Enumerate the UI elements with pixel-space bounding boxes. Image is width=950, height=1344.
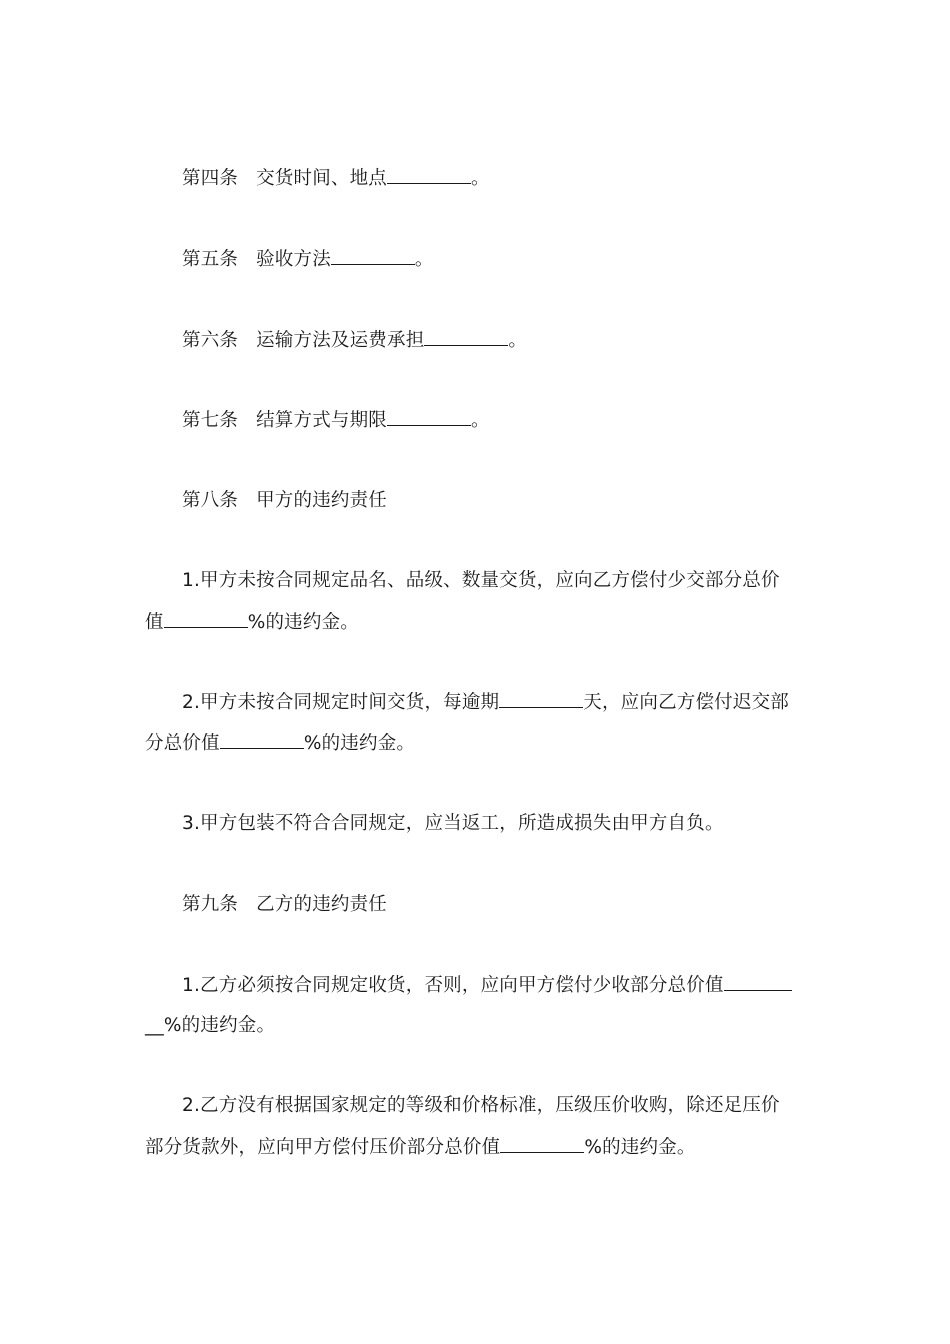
clause-text: 2.乙方没有根据国家规定的等级和价格标准，压级压价收购，除还足压价 — [182, 1095, 780, 1116]
clause-text: 1.乙方必须按合同规定收货，否则，应向甲方偿付少收部分总价值 — [182, 975, 724, 996]
blank-field — [387, 410, 471, 426]
article-7 — [182, 410, 862, 431]
article-6-number: 第六条 — [182, 330, 239, 351]
article-9-heading — [182, 895, 862, 915]
blank-field — [331, 249, 415, 265]
clause-text: 2.甲方未按合同规定时间交货，每逾期 — [182, 692, 500, 713]
blank-field — [499, 692, 583, 708]
article-6-title: 运输方法及运费承担 — [256, 330, 425, 351]
clause-text: %的违约金。 — [303, 733, 416, 754]
clause-9-1-line-1 — [182, 975, 862, 996]
clause-text: 1.甲方未按合同规定品名、品级、数量交货，应向乙方偿付少交部分总价 — [182, 570, 780, 591]
blank-field — [220, 733, 304, 749]
article-5-end: 。 — [414, 249, 434, 270]
clause-9-2-line-1 — [182, 1096, 862, 1116]
clause-8-3-line-1 — [182, 814, 862, 834]
clause-8-1-line-2 — [145, 612, 825, 633]
clause-text: %的违约金。 — [584, 1137, 696, 1158]
clause-8-2-line-2 — [145, 733, 825, 754]
blank-field — [387, 168, 471, 184]
article-7-end: 。 — [471, 410, 490, 431]
clause-text: %的违约金。 — [163, 1015, 276, 1036]
article-6-end: 。 — [508, 330, 528, 351]
article-7-title: 结算方式与期限 — [256, 410, 388, 431]
clause-text: %的违约金。 — [247, 612, 359, 633]
article-8-heading — [182, 491, 862, 511]
clause-8-2-line-1 — [182, 692, 862, 713]
clause-text: 3.甲方包装不符合合同规定，应当返工，所造成损失由甲方自负。 — [182, 813, 724, 834]
article-5-title: 验收方法 — [256, 249, 331, 270]
blank-field — [424, 330, 508, 346]
article-6 — [182, 330, 862, 351]
clause-text: __ — [145, 1015, 164, 1036]
article-4-number: 第四条 — [182, 168, 239, 189]
article-5 — [182, 249, 862, 270]
article-8-number: 第八条 — [182, 490, 239, 511]
article-8-title: 甲方的违约责任 — [256, 490, 388, 511]
blank-field — [500, 1137, 584, 1153]
clause-text: 值 — [145, 612, 164, 633]
blank-field — [724, 975, 792, 991]
article-9-number: 第九条 — [182, 894, 239, 915]
article-4 — [182, 168, 862, 189]
clause-8-1-line-1 — [182, 571, 862, 591]
clause-9-2-line-2 — [145, 1137, 825, 1158]
blank-field — [164, 612, 248, 628]
clause-text: 天，应向乙方偿付迟交部 — [583, 692, 789, 713]
article-4-title: 交货时间、地点 — [256, 168, 388, 189]
article-9-title: 乙方的违约责任 — [256, 894, 388, 915]
clause-text: 分总价值 — [145, 733, 220, 754]
article-7-number: 第七条 — [182, 410, 239, 431]
article-5-number: 第五条 — [182, 249, 239, 270]
article-4-end: 。 — [471, 168, 490, 189]
clause-9-1-line-2 — [145, 1016, 825, 1036]
clause-text: 部分货款外，应向甲方偿付压价部分总价值 — [145, 1137, 501, 1158]
